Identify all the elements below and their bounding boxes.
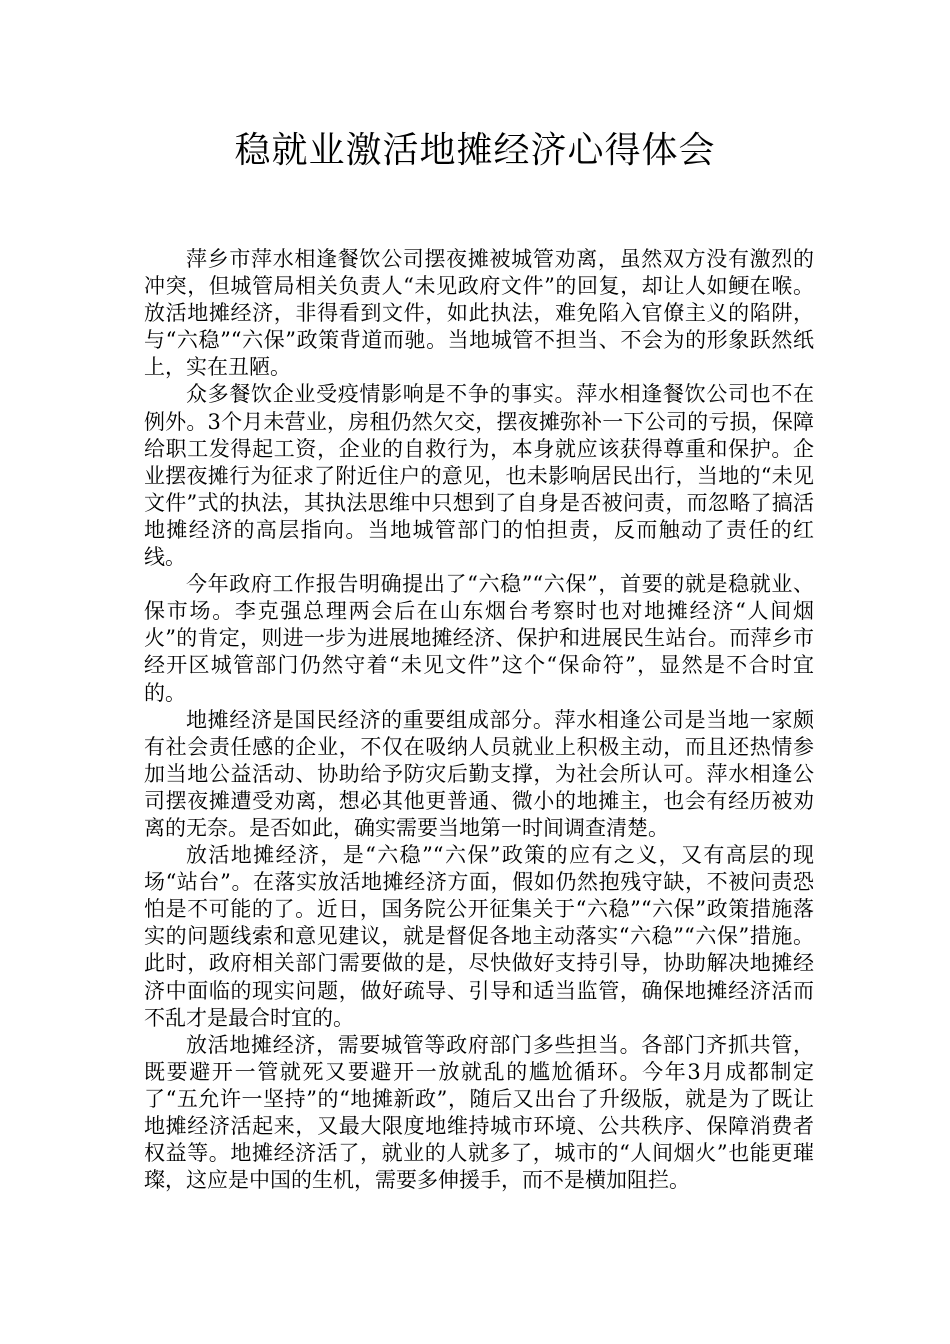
paragraph: 萍乡市萍水相逢餐饮公司摆夜摊被城管劝离，虽然双方没有激烈的冲突，但城管局相关负责人“未见政府文件”的回复，却让人如鲠在喉。放活地摊经济，非得看到文件，如此执法，难免陷入官僚主义的陷阱，与“六稳”“六保”政策背道而驰。当地城管不担当、不会为的形象跃然纸上，实在丑陋。 bbox=[144, 247, 814, 380]
document-body bbox=[144, 246, 814, 1194]
document-title: 稳就业激活地摊经济心得体会 bbox=[234, 130, 716, 171]
paragraph: 众多餐饮企业受疫情影响是不争的事实。萍水相逢餐饮公司也不在例外。3个月未营业，房租仍然欠交，摆夜摊弥补一下公司的亏损，保障给职工发得起工资，企业的自救行为，本身就应该获得尊重和保护。企业摆夜摊行为征求了附近住户的意见，也未影响居民出行，当地的“未见文件”式的执法，其执法思维中只想到了自身是否被问责，而忽略了搞活地摊经济的高层指向。当地城管部门的怕担责，反而触动了责任的红线。 bbox=[144, 382, 814, 570]
paragraph: 今年政府工作报告明确提出了“六稳”“六保”，首要的就是稳就业、保市场。李克强总理两会后在山东烟台考察时也对地摊经济“人间烟火”的肯定，则进一步为进展地摊经济、保护和进展民生站台。而萍乡市经开区城管部门仍然守着“未见文件”这个“保命符”，显然是不合时宜的。 bbox=[144, 572, 814, 705]
paragraph: 放活地摊经济，需要城管等政府部门多些担当。各部门齐抓共管，既要避开一管就死又要避开一放就乱的尴尬循环。今年3月成都制定了“五允许一坚持”的“地摊新政”，随后又出台了升级版，就是为了既让地摊经济活起来，又最大限度地维持城市环境、公共秩序、保障消费者权益等。地摊经济活了，就业的人就多了，城市的“人间烟火”也能更璀璨，这应是中国的生机，需要多伸援手，而不是横加阻拦。 bbox=[144, 1032, 814, 1193]
paragraph: 地摊经济是国民经济的重要组成部分。萍水相逢公司是当地一家颇有社会责任感的企业，不仅在吸纳人员就业上积极主动，而且还热情参加当地公益活动、协助给予防灾后勤支撑，为社会所认可。萍水相逢公司摆夜摊遭受劝离，想必其他更普通、微小的地摊主，也会有经历被劝离的无奈。是否如此，确实需要当地第一时间调查清楚。 bbox=[144, 707, 814, 840]
paragraph: 放活地摊经济，是“六稳”“六保”政策的应有之义，又有高层的现场“站台”。在落实放活地摊经济方面，假如仍然抱残守缺，不被问责恐怕是不可能的了。近日，国务院公开征集关于“六稳”“六保”政策措施落实的问题线索和意见建议，就是督促各地主动落实“六稳”“六保”措施。此时，政府相关部门需要做的是，尽快做好支持引导，协助解决地摊经济中面临的现实问题，做好疏导、引导和适当监管，确保地摊经济活而不乱才是最合时宜的。 bbox=[144, 843, 814, 1030]
